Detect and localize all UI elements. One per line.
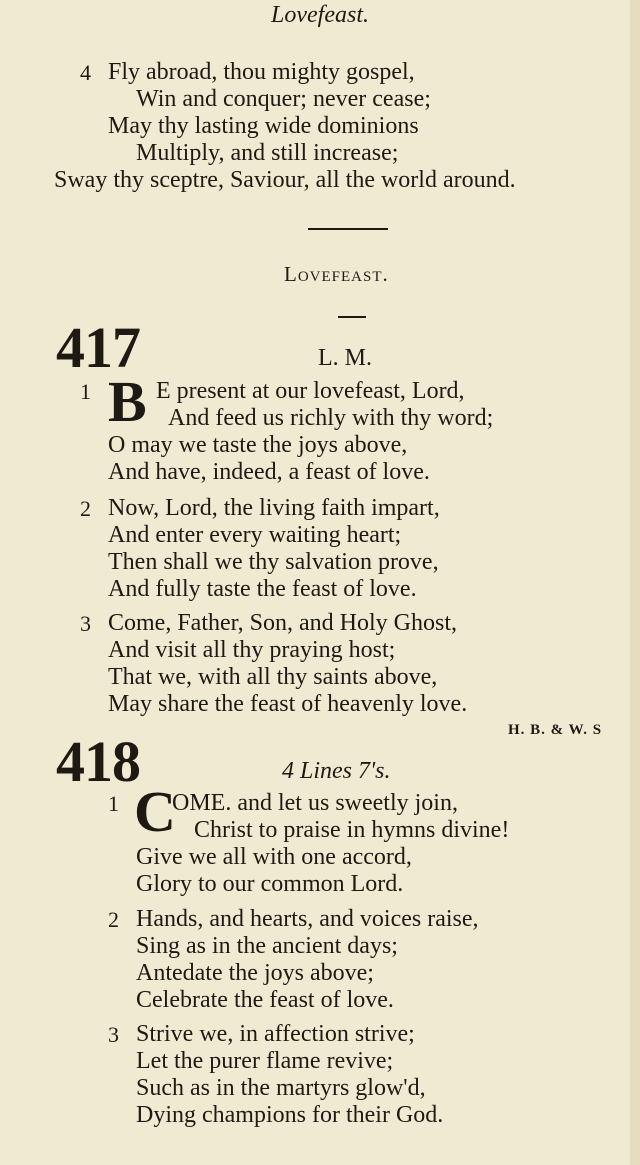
verse-line: Win and conquer; never cease; — [136, 86, 431, 112]
verse-line: Fly abroad, thou mighty gospel, — [108, 59, 415, 85]
hymn-number: 418 — [56, 729, 140, 794]
hymn-meter: 4 Lines 7's. — [282, 758, 391, 784]
verse-line: Multiply, and still increase; — [136, 140, 399, 166]
verse-line: That we, with all thy saints above, — [108, 664, 438, 690]
hymn-meter: L. M. — [318, 345, 372, 371]
verse-line: Strive we, in affection strive; — [136, 1021, 415, 1047]
verse-line: Give we all with one accord, — [136, 844, 412, 870]
verse-number: 3 — [108, 1022, 119, 1047]
section-divider — [308, 228, 388, 230]
running-header: Lovefeast. — [271, 2, 369, 28]
verse-line: Let the purer flame revive; — [136, 1048, 394, 1074]
verse-line: Dying champions for their God. — [136, 1102, 444, 1128]
verse-line: May share the feast of heavenly love. — [108, 691, 468, 717]
verse-line: Celebrate the feast of love. — [136, 987, 394, 1013]
verse-line: May thy lasting wide dominions — [108, 113, 419, 139]
verse-number: 1 — [108, 791, 119, 816]
verse-number: 1 — [80, 379, 91, 404]
title-dash — [338, 316, 366, 318]
verse-line: And have, indeed, a feast of love. — [108, 459, 430, 485]
verse-number: 4 — [80, 60, 91, 85]
verse-number: 2 — [80, 496, 91, 521]
author-credit: H. B. & W. S — [508, 722, 603, 738]
verse-line: And feed us richly with thy word; — [168, 405, 494, 431]
verse-line: OME. and let us sweetly join, — [172, 790, 458, 816]
verse-number: 2 — [108, 907, 119, 932]
verse-line: And fully taste the feast of love. — [108, 576, 417, 602]
verse-line: Christ to praise in hymns divine! — [194, 817, 510, 843]
verse-line: Glory to our common Lord. — [136, 871, 404, 897]
hymn-number: 417 — [56, 315, 140, 380]
verse-line: Now, Lord, the living faith impart, — [108, 495, 440, 521]
verse-line: And enter every waiting heart; — [108, 522, 402, 548]
verse-line: Then shall we thy salvation prove, — [108, 549, 439, 575]
verse-line: Sing as in the ancient days; — [136, 933, 398, 959]
verse-number: 3 — [80, 611, 91, 636]
verse-line: O may we taste the joys above, — [108, 432, 408, 458]
verse-line: Such as in the martyrs glow'd, — [136, 1075, 426, 1101]
verse-line: Antedate the joys above; — [136, 960, 374, 986]
section-title: Lovefeast. — [284, 262, 389, 286]
verse-line: Hands, and hearts, and voices raise, — [136, 906, 479, 932]
page-gutter — [630, 0, 640, 1165]
verse-line: And visit all thy praying host; — [108, 637, 396, 663]
drop-cap: C — [134, 779, 176, 844]
drop-cap: B — [108, 369, 147, 434]
verse-line: Sway thy sceptre, Saviour, all the world around. — [54, 167, 516, 193]
verse-line: Come, Father, Son, and Holy Ghost, — [108, 610, 458, 636]
verse-line: E present at our lovefeast, Lord, — [156, 378, 465, 404]
